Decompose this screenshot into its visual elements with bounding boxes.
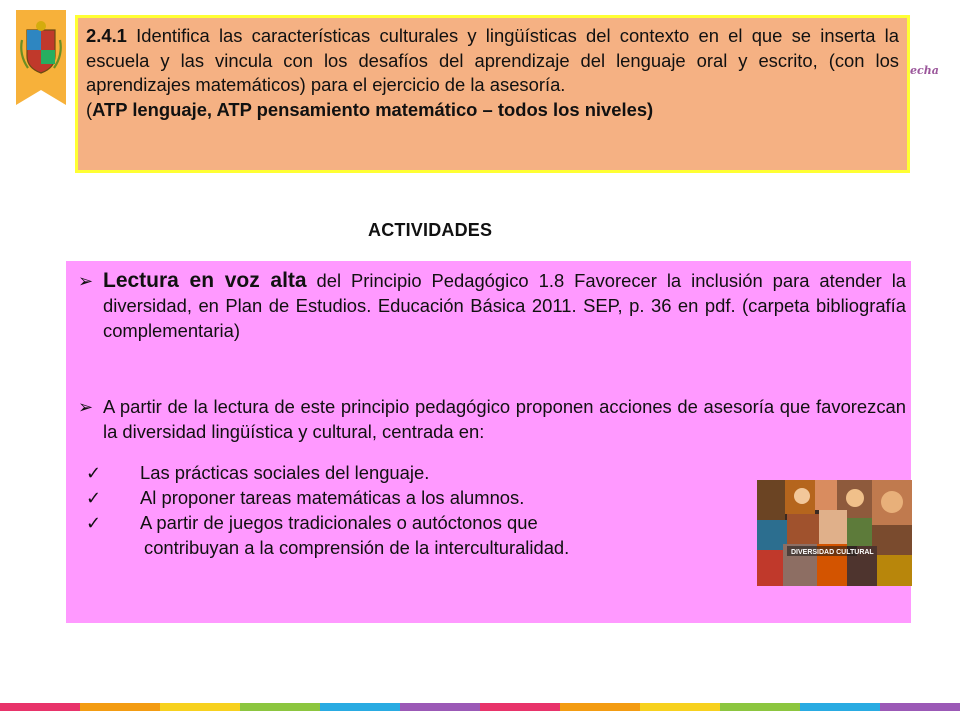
arrow-bullet-icon: ➢ — [78, 397, 94, 418]
activities-title: ACTIVIDADES — [368, 220, 493, 240]
cultural-diversity-collage — [757, 480, 912, 586]
decorative-color-strip — [0, 703, 960, 711]
roles-open-paren: ( — [86, 98, 93, 120]
photo-collage-icon — [757, 480, 912, 586]
arrow-bullet-icon: ➢ — [78, 271, 94, 291]
strip-segment — [560, 703, 640, 711]
checklist-text: Las prácticas sociales del lenguaje. — [140, 461, 430, 483]
checklist-continuation: contribuyan a la comprensión de la interculturalidad. — [144, 536, 570, 558]
strip-segment — [0, 703, 80, 711]
strip-segment — [320, 703, 400, 711]
strip-segment — [800, 703, 880, 711]
collage-caption: DIVERSIDAD CULTURAL — [791, 549, 874, 556]
watermark-logo: echa — [910, 64, 939, 77]
checklist-text: A partir de juegos tradicionales o autóctonos que — [140, 511, 538, 533]
strip-segment — [720, 703, 800, 711]
competency-text: Identifica las características culturales y lingüísticas del contexto en el que se inserta la escuela y las vincula con los desafíos del aprendizaje del lenguaje oral y escrito, (con los aprendizajes matemáticos) para el ejercicio de la asesoría. — [86, 25, 899, 95]
checkmark-icon: ✓ — [86, 487, 102, 508]
strip-segment — [640, 703, 720, 711]
strip-segment — [400, 703, 480, 711]
target-roles: ATP lenguaje, ATP pensamiento matemático – todos los niveles) — [92, 98, 654, 120]
ribbon-badge — [16, 10, 66, 105]
activity-text: del Principio Pedagógico 1.8 Favorecer la inclusión para atender la diversidad, en Plan de Estudios. Educación Básica 2011. SEP, p. 36 en pdf. (carpeta bibliografía complementaria) — [103, 270, 907, 341]
strip-segment — [880, 703, 960, 711]
activity-emphasis: Lectura en voz alta — [103, 269, 307, 292]
activity-item-proposal — [78, 395, 906, 445]
crest-icon — [16, 10, 66, 105]
checkmark-icon: ✓ — [86, 512, 102, 533]
competency-header — [75, 15, 910, 173]
activity-item-reading — [78, 269, 906, 343]
strip-segment — [160, 703, 240, 711]
strip-segment — [240, 703, 320, 711]
competency-code: 2.4.1 — [86, 25, 127, 46]
checklist-text: Al proponer tareas matemáticas a los alumnos. — [140, 486, 525, 508]
activity-text: A partir de la lectura de este principio pedagógico proponen acciones de asesoría que favorezcan la diversidad lingüística y cultural, centrada en: — [103, 396, 906, 443]
checkmark-icon: ✓ — [86, 462, 102, 483]
strip-segment — [80, 703, 160, 711]
strip-segment — [480, 703, 560, 711]
